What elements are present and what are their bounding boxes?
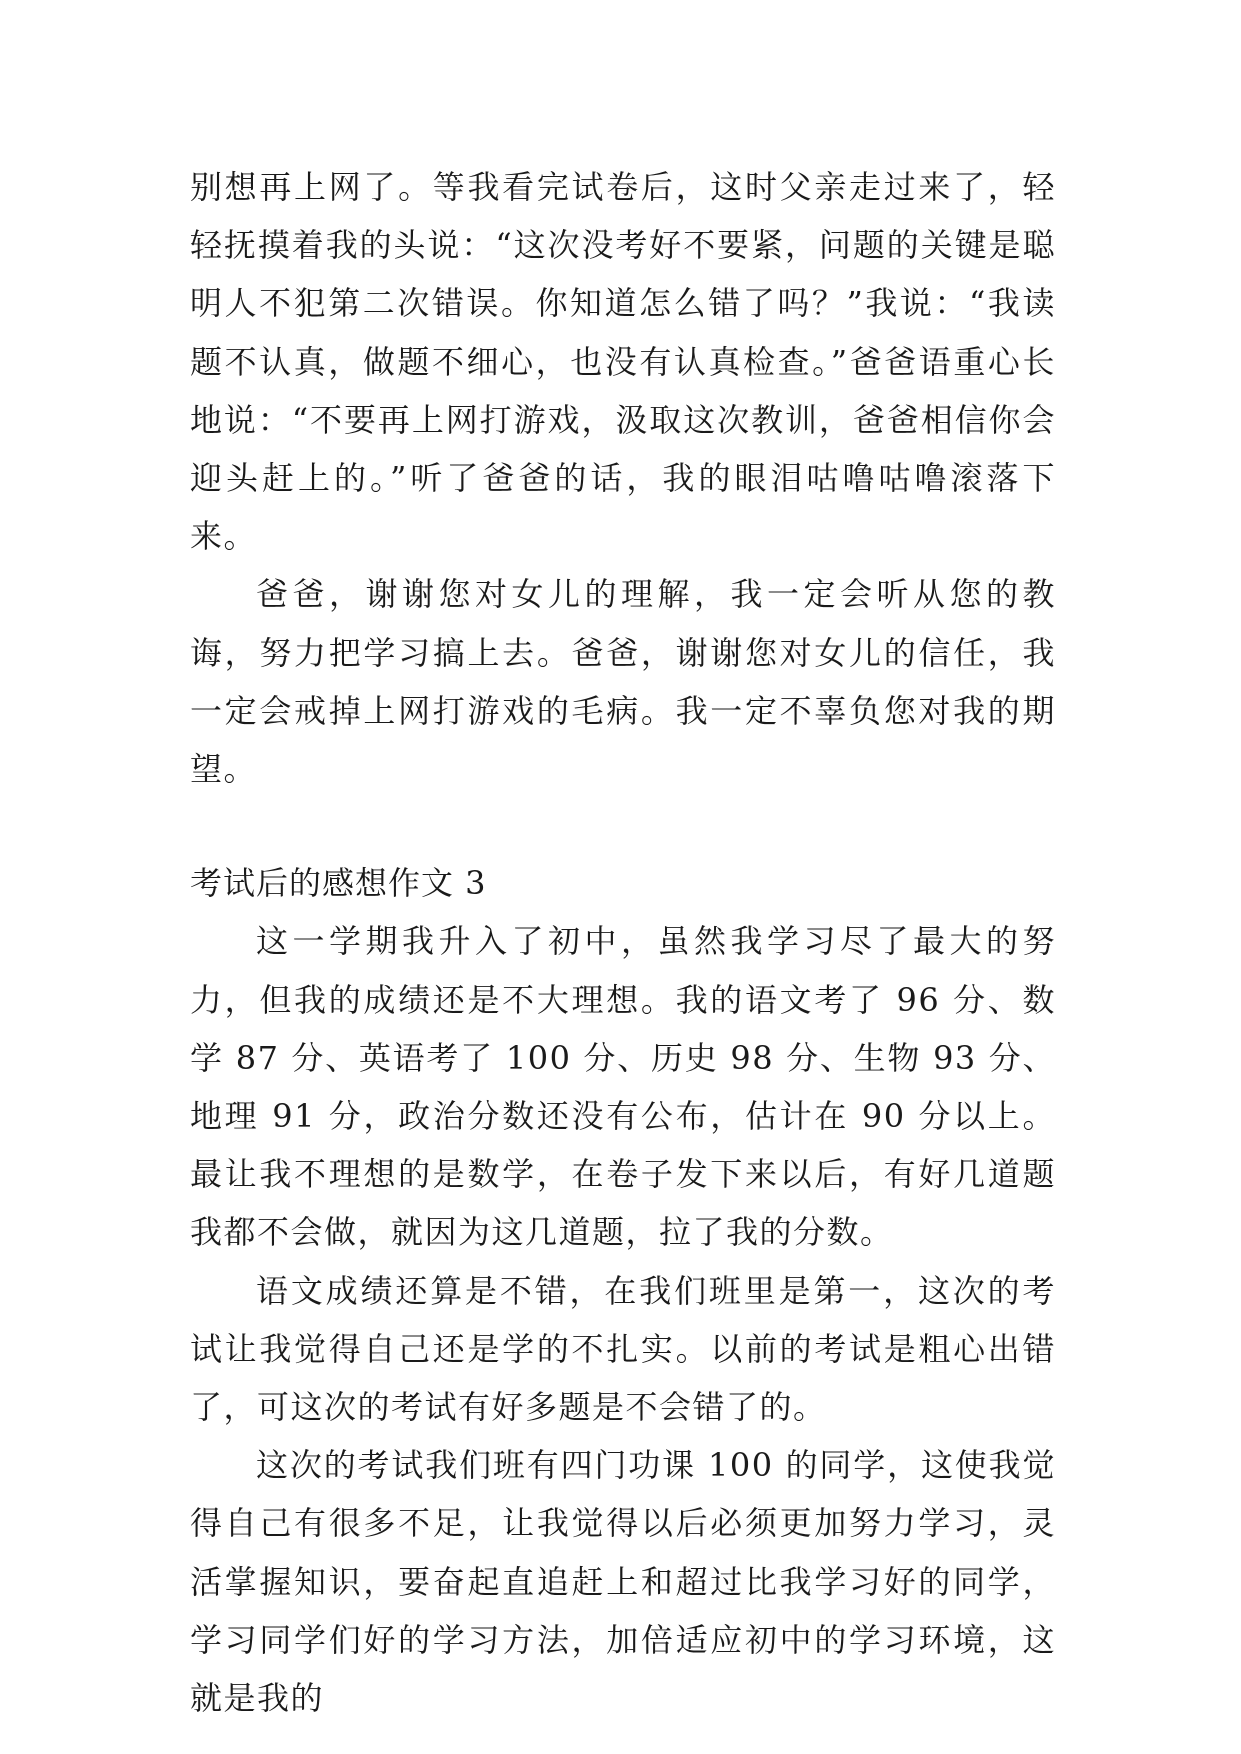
paragraph-grades: 这一学期我升入了初中，虽然我学习尽了最大的努力，但我的成绩还是不大理想。我的语文考了 96 分、数学 87 分、英语考了 100 分、历史 98 分、生物 93 分、地理 91 分，政治分数还没有公布，估计在 90 分以上。最让我不理想的是数学，在卷子发下来以后，有好几道题我都不会做，就因为这几道题，拉了我的分数。 xyxy=(190,922,1056,1252)
document-body xyxy=(190,158,1056,1727)
paragraph-continuation: 别想再上网了。等我看完试卷后，这时父亲走过来了，轻轻抚摸着我的头说：“这次没考好不要紧，问题的关键是聪明人不犯第二次错误。你知道怎么错了吗？”我说：“我读题不认真，做题不细心，也没有认真检查。”爸爸语重心长地说：“不要再上网打游戏，汲取这次教训，爸爸相信你会迎头赶上的。”听了爸爸的话，我的眼泪咕噜咕噜滚落下来。 xyxy=(190,168,1056,556)
section-title: 考试后的感想作文 3 xyxy=(190,864,487,903)
paragraph-reflection: 这次的考试我们班有四门功课 100 的同学，这使我觉得自己有很多不足，让我觉得以后必须更加努力学习，灵活掌握知识，要奋起直追赶上和超过比我学习好的同学，学习同学们好的学习方法，加倍适应初中的学习环境，这就是我的 xyxy=(190,1446,1056,1718)
paragraph-chinese-score: 语文成绩还算是不错，在我们班里是第一，这次的考试让我觉得自己还是学的不扎实。以前的考试是粗心出错了，可这次的考试有好多题是不会错了的。 xyxy=(190,1271,1056,1427)
paragraph-thanks: 爸爸，谢谢您对女儿的理解，我一定会听从您的教诲，努力把学习搞上去。爸爸，谢谢您对女儿的信任，我一定会戒掉上网打游戏的毛病。我一定不辜负您对我的期望。 xyxy=(190,575,1056,789)
